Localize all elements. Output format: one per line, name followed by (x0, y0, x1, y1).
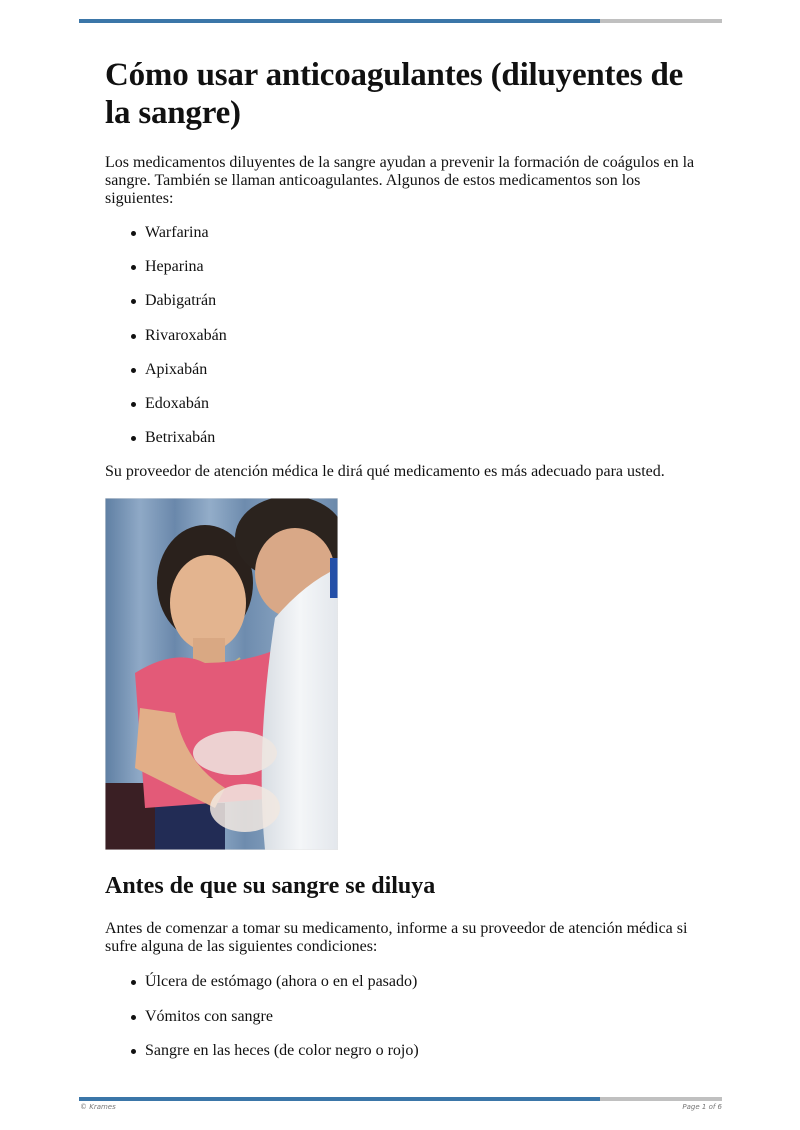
list-item: Úlcera de estómago (ahora o en el pasado) (145, 973, 705, 991)
page-title: Cómo usar anticoagulantes (diluyentes de la sangre) (105, 57, 684, 131)
list-item: Rivaroxabán (145, 327, 705, 345)
footer-rule (79, 1097, 722, 1101)
list-item: Apixabán (145, 361, 705, 379)
section-intro: Antes de comenzar a tomar su medicamento, informe a su proveedor de atención médica si sufre alguna de las siguientes condiciones: (105, 920, 688, 956)
provider-note: Su proveedor de atención médica le dirá qué medicamento es más adecuado para usted. (105, 463, 665, 481)
copyright-text: © Krames (80, 1103, 116, 1111)
list-item: Heparina (145, 258, 705, 276)
page-number: Page 1 of 6 (682, 1103, 722, 1111)
footer-rule-track (600, 1097, 722, 1101)
list-item: Warfarina (145, 224, 705, 242)
photo-illustration (105, 498, 338, 850)
header-rule-track (600, 19, 722, 23)
list-item: Sangre en las heces (de color negro o rojo) (145, 1042, 705, 1060)
intro-paragraph: Los medicamentos diluyentes de la sangre ayudan a prevenir la formación de coágulos en la sangre. También se llaman anticoagulantes. Algunos de estos medicamentos son los siguientes: (105, 154, 695, 207)
medication-list (105, 224, 705, 447)
patient-photo (105, 498, 338, 850)
list-item: Betrixabán (145, 429, 705, 447)
list-item: Vómitos con sangre (145, 1008, 705, 1026)
footer-rule-accent (79, 1097, 600, 1101)
header-rule-accent (79, 19, 600, 23)
list-item: Edoxabán (145, 395, 705, 413)
header-rule (79, 19, 722, 23)
section-heading: Antes de que su sangre se diluya (105, 873, 436, 900)
conditions-list (105, 973, 705, 1060)
list-item: Dabigatrán (145, 292, 705, 310)
document-body (105, 56, 705, 1077)
